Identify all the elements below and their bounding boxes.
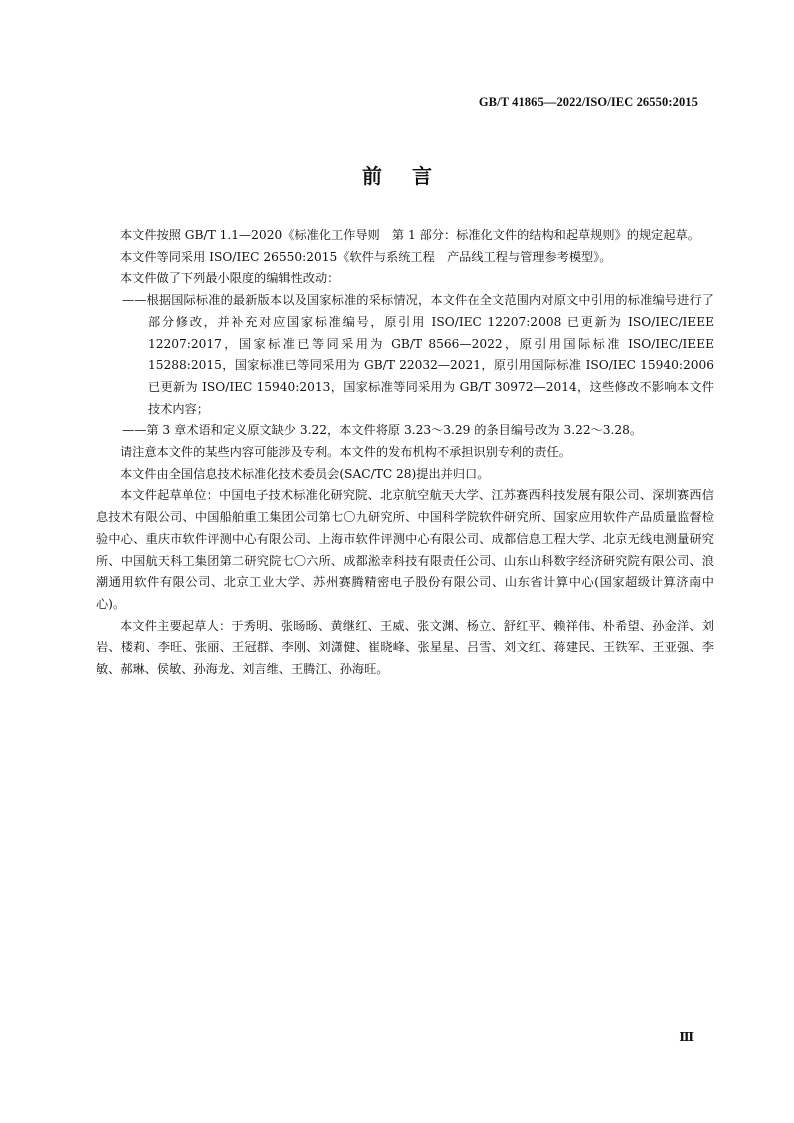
page-title: 前言 <box>362 164 462 188</box>
paragraph-drafting-rules: 本文件按照 GB/T 1.1—2020《标准化工作导则 第 1 部分：标准化文件的结构和起草规则》的规定起草。 <box>120 228 700 242</box>
paragraph-drafters: 本文件主要起草人：于秀明、张旸旸、黄继红、王威、张文渊、杨立、舒红平、赖祥伟、朴希望、孙金洋、刘岩、楼莉、李旺、张丽、王冠群、李刚、刘潇健、崔晓峰、张星星、吕雪、刘文红、蒋建民、王铁军、王亚强、李敏、郝琳、侯敏、孙海龙、刘言维、王腾江、孙海旺。 <box>96 618 714 677</box>
standard-code-header: GB/T 41865—2022/ISO/IEC 26550:2015 <box>478 95 698 109</box>
paragraph-drafting-units: 本文件起草单位：中国电子技术标准化研究院、北京航空航天大学、江苏赛西科技发展有限公司、深圳赛西信息技术有限公司、中国船舶重工集团公司第七〇九研究所、中国科学院软件研究所、国家应用软件产品质量监督检验中心、重庆市软件评测中心有限公司、上海市软件评测中心有限公司、成都信息工程大学、北京无线电测量研究所、中国航天科工集团第二研究院七〇六所、成都淞幸科技有限责任公司、山东山科数字经济研究院有限公司、浪潮通用软件有限公司、北京工业大学、苏州赛腾精密电子股份有限公司、山东省计算中心(国家超级计算济南中心)。 <box>96 488 714 611</box>
document-body <box>96 225 714 681</box>
dash-item-reference-updates: ——根据国际标准的最新版本以及国家标准的采标情况，本文件在全文范围内对原文中引用的标准编号进行了部分修改，并补充对应国家标准编号，原引用 ISO/IEC 12207:2008 已更新为 ISO/IEC/IEEE 12207:2017，国家标准已等同采用为 GB/T 8566—2022，原引用国际标准 ISO/IEC/IEEE 15288:2015，国家标准已等同采用为 GB/T 22032—2021，原引用国际标准 ISO/IEC 15940:2006 已更新为 ISO/IEC 15940:2013，国家标准等同采用为 GB/T 30972—2014，这些修改不影响本文件技术内容； <box>122 293 714 416</box>
page-number: Ⅲ <box>679 1030 694 1044</box>
paragraph-committee: 本文件由全国信息技术标准化技术委员会(SAC/TC 28)提出并归口。 <box>120 466 490 481</box>
dash-item-clause-numbering: ——第 3 章术语和定义原文缺少 3.22，本文件将原 3.23～3.29 的条目编号改为 3.22～3.28。 <box>122 423 643 438</box>
paragraph-adoption: 本文件等同采用 ISO/IEC 26550:2015《软件与系统工程 产品线工程与管理参考模型》。 <box>120 249 612 264</box>
paragraph-editorial-changes: 本文件做了下列最小限度的编辑性改动： <box>120 271 340 286</box>
paragraph-patent-notice: 请注意本文件的某些内容可能涉及专利。本文件的发布机构不承担识别专利的责任。 <box>120 445 571 460</box>
